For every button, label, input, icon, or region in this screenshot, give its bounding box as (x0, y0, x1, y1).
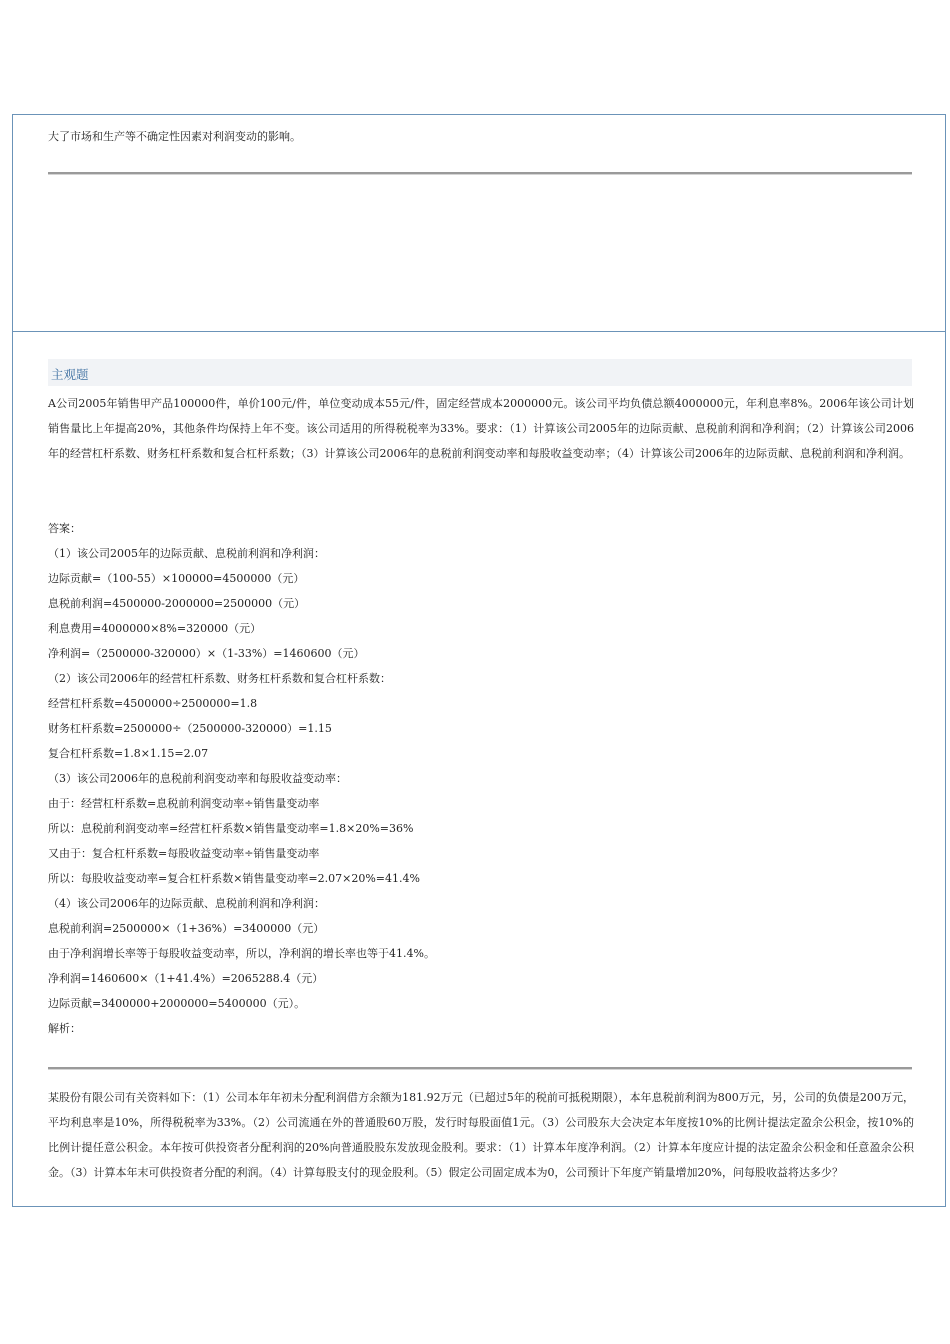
divider (48, 1067, 912, 1070)
answer-line: 由于净利润增长率等于每股收益变动率，所以，净利润的增长率也等于41.4%。 (48, 947, 435, 960)
previous-question-panel (12, 114, 946, 332)
answer-label: 答案： (48, 522, 81, 535)
answer-line: 所以：息税前利润变动率=经营杠杆系数×销售量变动率=1.8×20%=36% (48, 822, 414, 835)
answer-line: （3）该公司2006年的息税前利润变动率和每股收益变动率： (48, 772, 347, 785)
answer-line: 净利润=1460600×（1+41.4%）=2065288.4（元） (48, 972, 324, 985)
answer-line: 又由于：复合杠杆系数=每股收益变动率÷销售量变动率 (48, 847, 320, 860)
answer-line: 息税前利润=2500000×（1+36%）=3400000（元） (48, 922, 325, 935)
answer-line: 经营杠杆系数=4500000÷2500000=1.8 (48, 697, 258, 710)
question-text: A公司2005年销售甲产品100000件，单价100元/件，单位变动成本55元/件，固定经营成本2000000元。该公司平均负债总额4000000元，年利息率8%。2006年该公司计划销售量比上年提高20%，其他条件均保持上年不变。该公司适用的所得税税率为33%。要求：（1）计算该公司2005年的边际贡献、息税前利润和净利润；（2）计算该公司2006年的经营杠杆系数、财务杠杆系数和复合杠杆系数；（3）计算该公司2006年的息税前利润变动率和每股收益变动率；（4）计算该公司2006年的边际贡献、息税前利润和净利润。 (48, 397, 914, 460)
answer-line: 息税前利润=4500000-2000000=2500000（元） (48, 597, 306, 610)
next-question-text: 某股份有限公司有关资料如下：（1）公司本年年初未分配利润借方余额为181.92万元（已超过5年的税前可抵税期限），本年息税前利润为800万元，另，公司的负债是200万元，平均利息率是10%，所得税税率为33%。（2）公司流通在外的普通股60万股，发行时每股面值1元。（3）公司股东大会决定本年度按10%的比例计提法定盈余公积金，按10%的比例计提任意公积金。本年按可供投资者分配利润的20%向普通股股东发放现金股利。要求：（1）计算本年度净利润。（2）计算本年度应计提的法定盈余公积金和任意盈余公积金。（3）计算本年末可供投资者分配的利润。（4）计算每股支付的现金股利。（5）假定公司固定成本为0，公司预计下年度产销量增加20%，问每股收益将达多少？ (48, 1091, 914, 1179)
answer-line: （1）该公司2005年的边际贡献、息税前利润和净利润： (48, 547, 325, 560)
answer-line: 由于：经营杠杆系数=息税前利润变动率÷销售量变动率 (48, 797, 320, 810)
answer-line: 边际贡献=（100-55）×100000=4500000（元） (48, 572, 305, 585)
answer-line: 所以：每股收益变动率=复合杠杆系数×销售量变动率=2.07×20%=41.4% (48, 872, 420, 885)
answer-line: （4）该公司2006年的边际贡献、息税前利润和净利润： (48, 897, 325, 910)
answer-line: 利息费用=4000000×8%=320000（元） (48, 622, 262, 635)
section-header (48, 359, 912, 386)
section-title: 主观题 (51, 367, 89, 382)
subjective-question-panel (12, 331, 946, 1207)
answer-line: 复合杠杆系数=1.8×1.15=2.07 (48, 747, 209, 760)
answer-line: 边际贡献=3400000+2000000=5400000（元）。 (48, 997, 306, 1010)
answer-line: （2）该公司2006年的经营杠杆系数、财务杠杆系数和复合杠杆系数： (48, 672, 391, 685)
divider (48, 172, 912, 175)
answer-block (48, 516, 435, 1016)
previous-answer-text: 大了市场和生产等不确定性因素对利润变动的影响。 (48, 130, 301, 143)
answer-line: 净利润=（2500000-320000）×（1-33%）=1460600（元） (48, 647, 365, 660)
answer-line: 财务杠杆系数=2500000÷（2500000-320000）=1.15 (48, 722, 332, 735)
analysis-label: 解析： (48, 1022, 81, 1035)
